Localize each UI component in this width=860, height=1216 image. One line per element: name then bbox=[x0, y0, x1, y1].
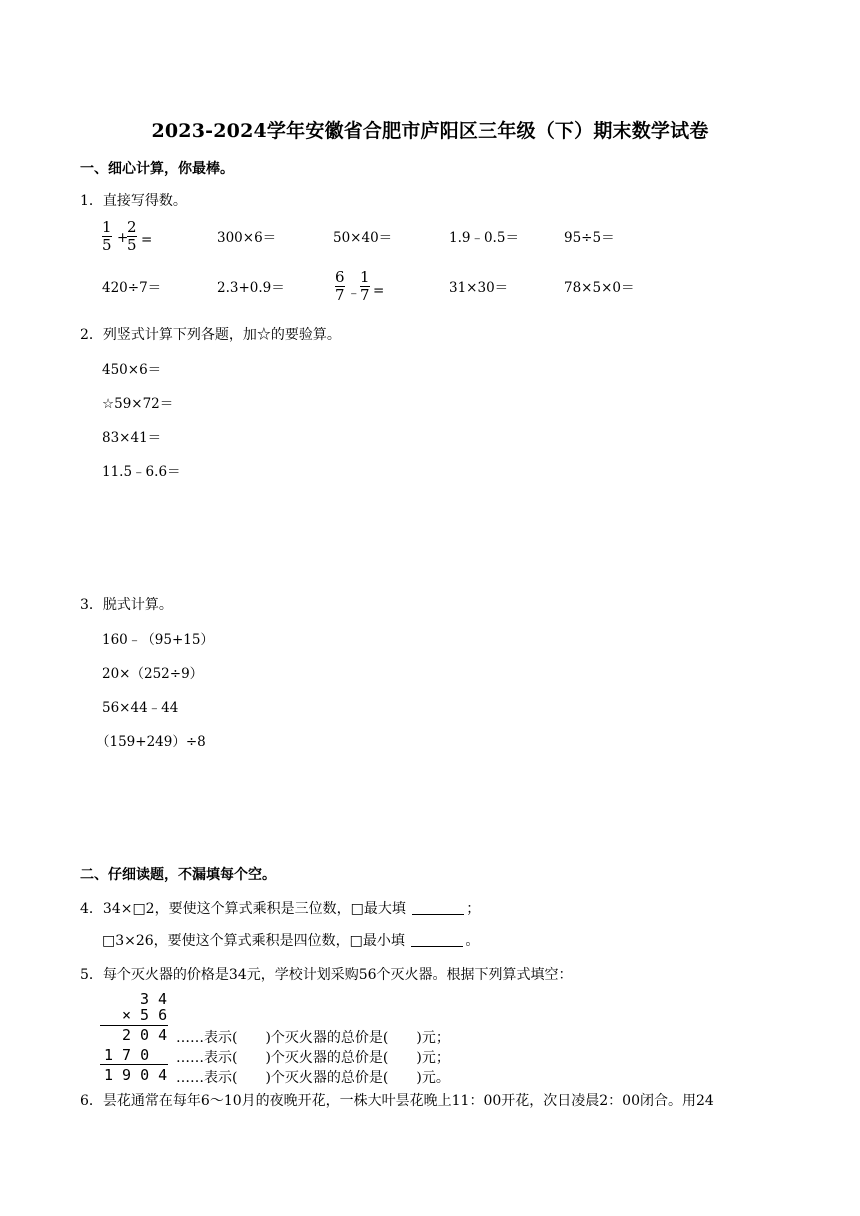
vertical-line bbox=[100, 1064, 168, 1065]
q4-line1-text: 4．34×□2，要使这个算式乘积是三位数，□最大填 bbox=[80, 901, 406, 917]
numerator: 2 bbox=[127, 218, 137, 236]
fraction-one-fifth bbox=[102, 220, 112, 253]
q2-stem: 2．列竖式计算下列各题，加☆的要验算。 bbox=[80, 327, 341, 343]
vertical-multiplication bbox=[100, 990, 490, 1086]
numerator: 1 bbox=[360, 268, 370, 286]
note-3: ……表示( )个灭火器的总价是( )元。 bbox=[176, 1070, 450, 1086]
q4-line1 bbox=[80, 898, 480, 918]
punctuation: 。 bbox=[465, 933, 480, 949]
calc-item: 300×6＝ bbox=[217, 230, 277, 246]
equals-sign: = bbox=[141, 232, 153, 248]
equals-sign: = bbox=[373, 283, 385, 299]
partial-product-2: 1 7 0 bbox=[104, 1046, 150, 1064]
multiplicand: 3 4 bbox=[140, 990, 168, 1008]
punctuation: ； bbox=[466, 901, 481, 917]
fraction-two-fifths bbox=[127, 220, 137, 253]
q4-line2-text: □3×26，要使这个算式乘积是四位数，□最小填 bbox=[102, 933, 405, 949]
note-2: ……表示( )个灭火器的总价是( )元； bbox=[176, 1050, 450, 1066]
denominator: 5 bbox=[127, 236, 137, 254]
calc-item: 95÷5＝ bbox=[564, 230, 615, 246]
numerator: 6 bbox=[335, 268, 345, 286]
denominator: 7 bbox=[335, 286, 345, 304]
note-1: ……表示( )个灭火器的总价是( )元； bbox=[176, 1030, 450, 1046]
q4-line2 bbox=[102, 930, 479, 950]
q3-item: （159+249）÷8 bbox=[96, 734, 206, 750]
answer-blank[interactable] bbox=[411, 932, 463, 947]
q2-item: ☆59×72＝ bbox=[102, 396, 174, 412]
denominator: 7 bbox=[360, 286, 370, 304]
partial-product-1: 2 0 4 bbox=[122, 1026, 168, 1044]
q2-item: 450×6＝ bbox=[102, 362, 162, 378]
section-one-heading: 一、细心计算，你最棒。 bbox=[80, 161, 234, 177]
q1-stem: 1．直接写得数。 bbox=[80, 193, 187, 209]
calc-item: 50×40＝ bbox=[333, 230, 393, 246]
q2-item: 11.5﹣6.6＝ bbox=[102, 464, 181, 480]
q3-item: 20×（252÷9） bbox=[102, 666, 204, 682]
page-title: 2023-2024学年安徽省合肥市庐阳区三年级（下）期末数学试卷 bbox=[151, 120, 709, 142]
calc-item: 78×5×0＝ bbox=[564, 280, 635, 296]
q6-stem: 6．昙花通常在每年6～10月的夜晚开花，一株大叶昙花晚上11：00开花，次日凌晨2：00闭合。用24 bbox=[80, 1093, 714, 1109]
q3-item: 160﹣（95+15） bbox=[102, 632, 214, 648]
fraction-one-seventh bbox=[360, 270, 370, 303]
calc-item: 2.3+0.9＝ bbox=[217, 280, 285, 296]
final-product: 1 9 0 4 bbox=[104, 1066, 168, 1084]
calc-item: 31×30＝ bbox=[449, 280, 509, 296]
section-two-heading: 二、仔细读题，不漏填每个空。 bbox=[80, 867, 276, 883]
q3-stem: 3．脱式计算。 bbox=[80, 597, 173, 613]
q3-item: 56×44﹣44 bbox=[102, 700, 179, 716]
fraction-six-sevenths bbox=[335, 270, 345, 303]
calc-item: 1.9﹣0.5＝ bbox=[449, 230, 519, 246]
answer-blank[interactable] bbox=[412, 900, 464, 915]
calc-item: 420÷7＝ bbox=[102, 280, 162, 296]
q5-stem: 5．每个灭火器的价格是34元，学校计划采购56个灭火器。根据下列算式填空： bbox=[80, 967, 573, 983]
multiplier: × 5 6 bbox=[122, 1006, 168, 1024]
numerator: 1 bbox=[102, 218, 112, 236]
denominator: 5 bbox=[102, 236, 112, 254]
plus-operator: + bbox=[117, 230, 129, 246]
q2-item: 83×41＝ bbox=[102, 430, 162, 446]
minus-operator: ﹣ bbox=[347, 285, 361, 301]
